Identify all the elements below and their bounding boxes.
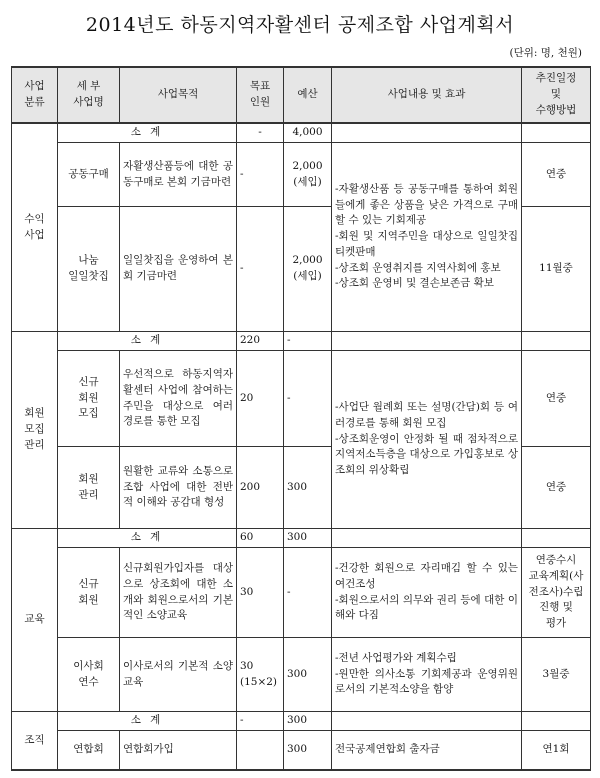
sub-project-name: 공동구매	[58, 143, 120, 207]
purpose-cell: 우선적으로 하동지역자활센터 사업에 참여하는 주민을 대상으로 여러 경로를 통한 모집	[120, 351, 237, 447]
subtotal-label: 소 계	[58, 332, 237, 351]
subtotal-content	[332, 332, 522, 351]
subtotal-budget: 300	[284, 712, 332, 731]
target-cell	[237, 731, 284, 771]
content-cell: -자활생산품 등 공동구매를 통하여 회원들에게 좋은 상품을 낮은 가격으로 구매할 수 있는 기회제공 -회원 및 지역주민을 대상으로 일일찻집 티켓판매 -상조회 운영취지를 지역사회에 홍보 -상조회 운영비 및 결손보존금 확보	[332, 143, 522, 332]
unit-note: (단위: 명, 천원)	[509, 47, 582, 59]
purpose-cell: 이사로서의 기본적 소양교육	[120, 638, 237, 712]
content-cell: -전년 사업평가와 계획수립 -원만한 의사소통 기회제공과 운영위원로서의 기본적소양을 함양	[332, 638, 522, 712]
subtotal-schedule	[522, 123, 591, 143]
purpose-cell: 자활생산품등에 대한 공동구매로 본회 기금마련	[120, 143, 237, 207]
subtotal-content	[332, 712, 522, 731]
header-target: 목표 인원	[237, 67, 284, 123]
sub-project-name: 신규 회원	[58, 548, 120, 638]
category-cell: 수익 사업	[12, 123, 58, 332]
schedule-cell: 연1회	[522, 731, 591, 771]
category-cell: 교육	[12, 529, 58, 712]
subtotal-row	[12, 529, 591, 548]
sub-project-name: 회원 관리	[58, 447, 120, 529]
content-cell: -사업단 월례회 또는 설명(간담)회 등 여러경로를 통해 회원 모집 -상조회운영이 안정화 될 때 점차적으로 지역저소득층을 대상으로 가입홍보로 상조회의 위상확립	[332, 351, 522, 529]
header-budget: 예산	[284, 67, 332, 123]
target-cell: 200	[237, 447, 284, 529]
purpose-cell: 연합회가입	[120, 731, 237, 771]
content-cell: 전국공제연합회 출자금	[332, 731, 522, 771]
content-cell: -건강한 회원으로 자리매김 할 수 있는 여건조성 -회원으로서의 의무와 권리 등에 대한 이해와 다짐	[332, 548, 522, 638]
header-category: 사업 분류	[12, 67, 58, 123]
subtotal-row	[12, 712, 591, 731]
budget-cell: 300	[284, 447, 332, 529]
sub-project-name: 이사회 연수	[58, 638, 120, 712]
subtotal-row	[12, 123, 591, 143]
sub-project-name: 신규 회원 모집	[58, 351, 120, 447]
table-row	[12, 638, 591, 712]
target-cell: 30 (15×2)	[237, 638, 284, 712]
subtotal-budget: -	[284, 332, 332, 351]
sub-project-name: 연합회	[58, 731, 120, 771]
target-cell: -	[237, 207, 284, 332]
budget-cell: 300	[284, 731, 332, 771]
category-cell: 조직	[12, 712, 58, 771]
subtotal-target: -	[237, 123, 284, 143]
purpose-cell: 원활한 교류와 소통으로 조합 사업에 대한 전반적 이해와 공감대 형성	[120, 447, 237, 529]
target-cell: 20	[237, 351, 284, 447]
header-row	[12, 67, 591, 123]
budget-cell: 300	[284, 638, 332, 712]
subtotal-target: 220	[237, 332, 284, 351]
subtotal-schedule	[522, 712, 591, 731]
schedule-cell: 연중	[522, 143, 591, 207]
subtotal-row	[12, 332, 591, 351]
schedule-cell: 11월중	[522, 207, 591, 332]
table-row	[12, 548, 591, 638]
subtotal-schedule	[522, 332, 591, 351]
budget-cell: -	[284, 548, 332, 638]
document-title: 2014년도 하동지역자활센터 공제조합 사업계획서	[85, 14, 515, 36]
target-cell: -	[237, 143, 284, 207]
purpose-cell: 일일찻집을 운영하여 본 회 기금마련	[120, 207, 237, 332]
purpose-cell: 신규회원가입자를 대상으로 상조회에 대한 소개와 회원으로서의 기본적인 소양교육	[120, 548, 237, 638]
target-cell: 30	[237, 548, 284, 638]
subtotal-label: 소 계	[58, 529, 237, 548]
header-content: 사업내용 및 효과	[332, 67, 522, 123]
table-row	[12, 731, 591, 771]
subtotal-label: 소 계	[58, 712, 237, 731]
header-schedule: 추진일정 및 수행방법	[522, 67, 591, 123]
header-sub-project: 세 부 사업명	[58, 67, 120, 123]
schedule-cell: 연중	[522, 447, 591, 529]
subtotal-content	[332, 529, 522, 548]
header-purpose: 사업목적	[120, 67, 237, 123]
subtotal-schedule	[522, 529, 591, 548]
schedule-cell: 3월중	[522, 638, 591, 712]
subtotal-target: -	[237, 712, 284, 731]
subtotal-budget: 300	[284, 529, 332, 548]
budget-cell: 2,000 (세입)	[284, 143, 332, 207]
business-plan-table	[11, 66, 591, 771]
budget-cell: -	[284, 351, 332, 447]
schedule-cell: 연중	[522, 351, 591, 447]
sub-project-name: 나눔 일일찻집	[58, 207, 120, 332]
schedule-cell: 연중수시 교육계획(사전조사)수립 진행 및 평가	[522, 548, 591, 638]
subtotal-label: 소 계	[58, 123, 237, 143]
budget-cell: 2,000 (세입)	[284, 207, 332, 332]
subtotal-budget: 4,000	[284, 123, 332, 143]
category-cell: 회원 모집 관리	[12, 332, 58, 529]
table-row	[12, 143, 591, 207]
subtotal-content	[332, 123, 522, 143]
table-row	[12, 351, 591, 447]
subtotal-target: 60	[237, 529, 284, 548]
